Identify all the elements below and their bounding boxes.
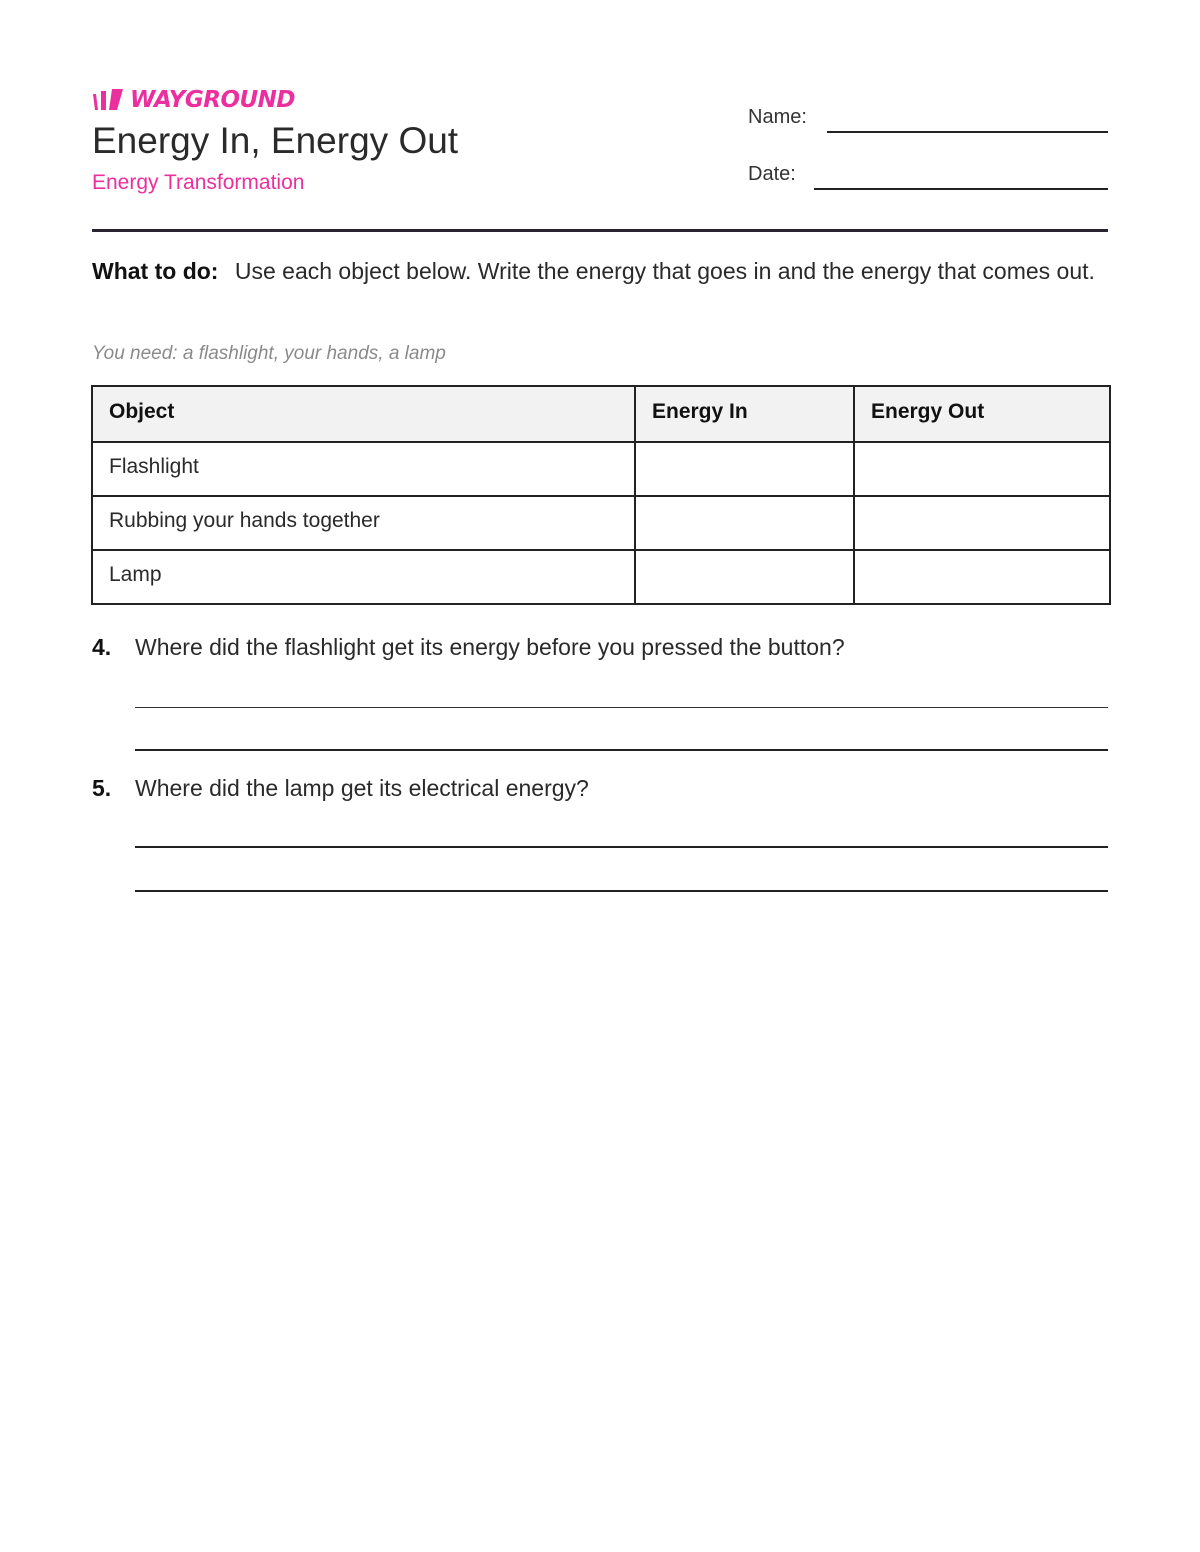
date-label: Date:: [748, 163, 796, 185]
answer-line-q5-2[interactable]: [135, 890, 1108, 892]
brand-logo: [92, 86, 295, 114]
question-5: [92, 773, 589, 803]
object-cell: Rubbing your hands together: [92, 496, 635, 550]
answer-line-q4-2[interactable]: [135, 749, 1108, 751]
page-title: Energy In, Energy Out: [92, 120, 459, 161]
table-row: [92, 442, 1110, 496]
table-row: [92, 496, 1110, 550]
instructions-lead: What to do:: [92, 258, 219, 284]
instructions-text: Use each object below. Write the energy that goes in and the energy that comes out.: [234, 258, 1095, 284]
question-number: 4.: [92, 634, 112, 660]
energy-table: [91, 385, 1111, 605]
energy-out-cell[interactable]: [854, 550, 1110, 604]
column-header-energy-in: Energy In: [635, 386, 854, 442]
question-number: 5.: [92, 775, 112, 801]
energy-out-cell[interactable]: [854, 496, 1110, 550]
table-header-row: [92, 386, 1110, 442]
energy-out-cell[interactable]: [854, 442, 1110, 496]
energy-in-cell[interactable]: [635, 550, 854, 604]
object-cell: Flashlight: [92, 442, 635, 496]
answer-line-q4-1[interactable]: [135, 707, 1108, 708]
header-divider: [92, 229, 1108, 232]
question-text: Where did the flashlight get its energy before you pressed the button?: [135, 634, 845, 660]
energy-in-cell[interactable]: [635, 442, 854, 496]
table-row: [92, 550, 1110, 604]
energy-in-cell[interactable]: [635, 496, 854, 550]
date-field[interactable]: [814, 188, 1108, 190]
brand-name: WAYGROUND: [130, 87, 296, 113]
question-text: Where did the lamp get its electrical energy?: [135, 775, 589, 801]
page-subtitle: Energy Transformation: [92, 171, 305, 194]
question-4: [92, 632, 845, 662]
name-field[interactable]: [827, 131, 1108, 133]
column-header-object: Object: [92, 386, 635, 442]
wayground-logo-icon: [92, 88, 124, 112]
column-header-energy-out: Energy Out: [854, 386, 1110, 442]
object-cell: Lamp: [92, 550, 635, 604]
instructions: [92, 254, 1102, 288]
name-label: Name:: [748, 106, 807, 128]
answer-line-q5-1[interactable]: [135, 846, 1108, 848]
materials-note: You need: a flashlight, your hands, a lamp: [92, 343, 446, 364]
